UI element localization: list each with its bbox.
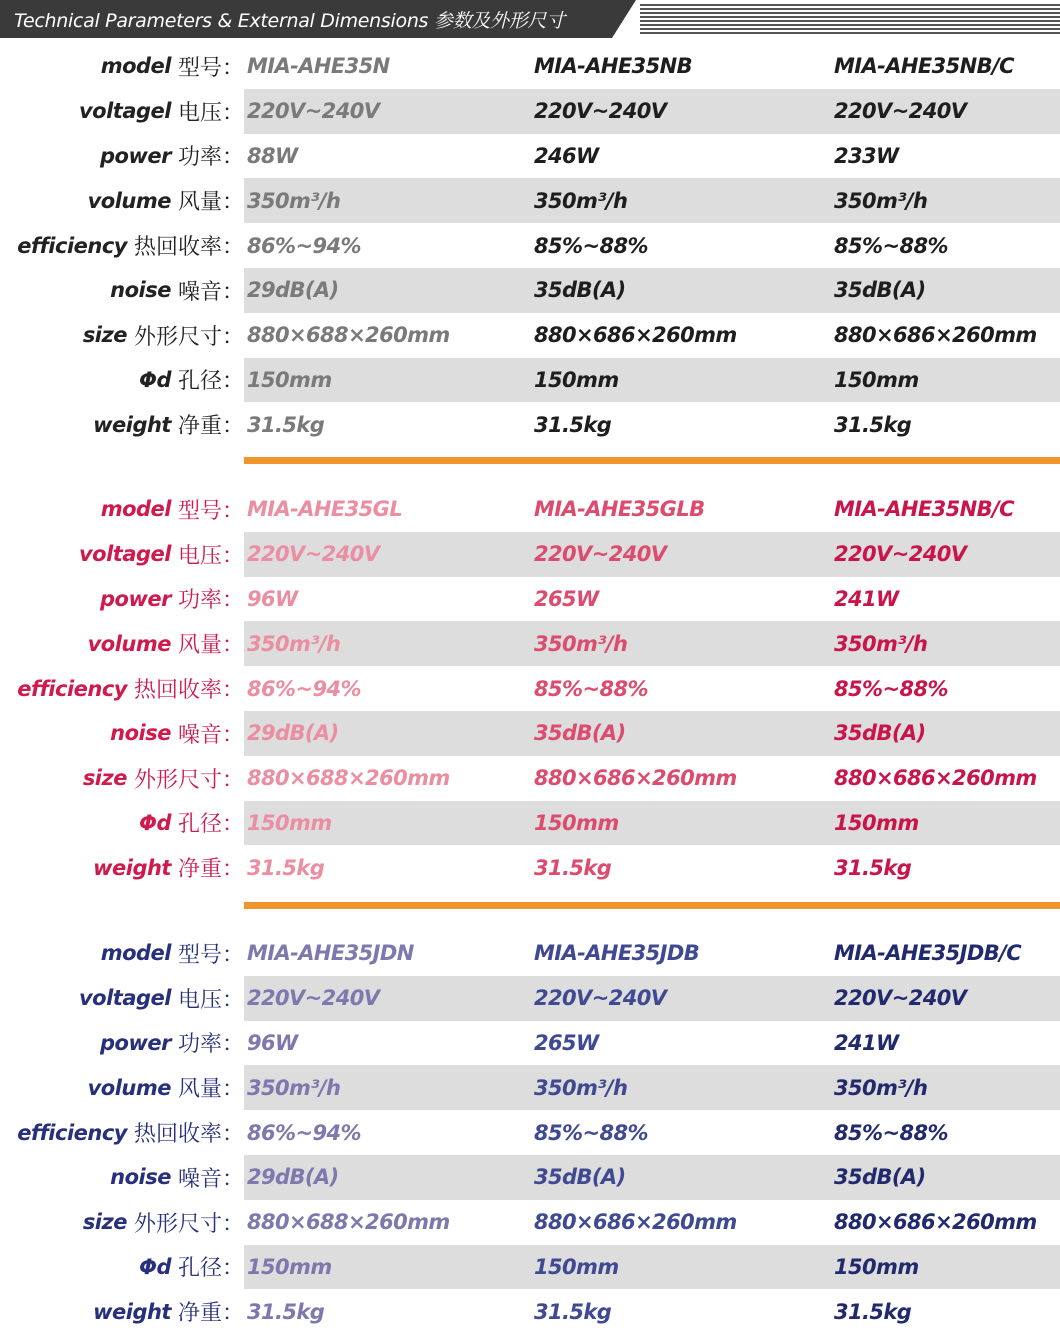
spec-row-voltagel (0, 532, 1060, 577)
spec-value-col-3: MIA-AHE35NB/C (834, 54, 1014, 79)
spec-label (0, 577, 222, 622)
spec-value-col-1: 96W (247, 586, 298, 611)
spec-row-volume (0, 178, 1060, 223)
spec-value-col-2: 220V~240V (534, 542, 667, 567)
label-colon: ： (222, 235, 245, 261)
spec-label-cn: 功率 (177, 145, 222, 171)
spec-value-col-1: 350m³/h (247, 631, 341, 656)
spec-label (0, 1065, 222, 1110)
spec-row-size (0, 1200, 1060, 1245)
spec-label-en: power (100, 1030, 171, 1055)
spec-value-col-3: 880×686×260mm (834, 323, 1037, 348)
row-background (244, 402, 1060, 447)
spec-value-col-1: 29dB(A) (247, 1165, 339, 1190)
spec-block-3 (0, 931, 1060, 1334)
spec-row-size (0, 313, 1060, 358)
spec-value-col-1: 88W (247, 143, 298, 168)
row-background (244, 1245, 1060, 1290)
spec-label (0, 1245, 222, 1290)
spec-value-col-3: 150mm (834, 810, 919, 835)
label-colon: ： (222, 1032, 245, 1058)
row-background (244, 1155, 1060, 1200)
spec-value-col-2: 31.5kg (534, 412, 612, 437)
label-colon: ： (222, 1122, 245, 1148)
spec-label-cn: 功率 (177, 588, 222, 614)
spec-value-col-2: MIA-AHE35JDB (534, 941, 700, 966)
spec-row-noise (0, 1155, 1060, 1200)
row-background (244, 134, 1060, 179)
spec-value-col-1: 31.5kg (247, 1299, 325, 1324)
spec-value-col-3: 85%~88% (834, 233, 948, 258)
spec-value-col-1: 150mm (247, 810, 332, 835)
spec-label (0, 1289, 222, 1334)
spec-label (0, 532, 222, 577)
spec-value-col-2: 31.5kg (534, 855, 612, 880)
spec-label-cn: 外形尺寸 (133, 1211, 222, 1237)
spec-value-col-3: MIA-AHE35NB/C (834, 497, 1014, 522)
spec-label-cn: 型号 (177, 942, 222, 968)
spec-row-voltagel (0, 976, 1060, 1021)
spec-label (0, 931, 222, 976)
spec-value-col-3: 150mm (834, 367, 919, 392)
row-background (244, 711, 1060, 756)
label-colon: ： (222, 767, 245, 793)
spec-label-en: volume (87, 188, 171, 213)
spec-value-col-3: 35dB(A) (834, 721, 926, 746)
spec-label-cn: 净重 (177, 414, 222, 440)
spec-label-cn: 热回收率 (133, 678, 222, 704)
spec-value-col-2: 880×686×260mm (534, 766, 737, 791)
spec-label (0, 358, 222, 403)
spec-value-col-3: 35dB(A) (834, 1165, 926, 1190)
spec-label (0, 402, 222, 447)
spec-value-col-2: 350m³/h (534, 188, 628, 213)
spec-value-col-1: 86%~94% (247, 233, 361, 258)
spec-label-cn: 孔径 (177, 812, 222, 838)
row-background (244, 268, 1060, 313)
spec-label-cn: 噪音 (177, 1166, 222, 1192)
spec-label-cn: 孔径 (177, 1256, 222, 1282)
spec-label (0, 313, 222, 358)
spec-value-col-3: 241W (834, 586, 899, 611)
label-colon: ： (222, 145, 245, 171)
spec-value-col-3: 350m³/h (834, 631, 928, 656)
spec-label (0, 44, 222, 89)
spec-row-noise (0, 711, 1060, 756)
spec-label (0, 89, 222, 134)
spec-block-2 (0, 487, 1060, 890)
spec-value-col-2: 880×686×260mm (534, 323, 737, 348)
label-colon: ： (222, 1211, 245, 1237)
page-title: Technical Parameters & External Dimensions 参数及外形尺寸 (14, 10, 565, 32)
spec-value-col-3: 350m³/h (834, 1075, 928, 1100)
spec-value-col-2: 85%~88% (534, 1120, 648, 1145)
row-background (244, 577, 1060, 622)
spec-row-model (0, 931, 1060, 976)
label-colon: ： (222, 857, 245, 883)
spec-value-col-3: 85%~88% (834, 676, 948, 701)
spec-value-col-2: 220V~240V (534, 986, 667, 1011)
spec-value-col-2: 31.5kg (534, 1299, 612, 1324)
spec-label (0, 223, 222, 268)
spec-row-voltagel (0, 89, 1060, 134)
spec-value-col-1: 29dB(A) (247, 721, 339, 746)
spec-label-en: noise (110, 278, 171, 303)
spec-label-cn: 外形尺寸 (133, 767, 222, 793)
page-header (0, 0, 1060, 38)
spec-label (0, 976, 222, 1021)
spec-label (0, 1200, 222, 1245)
spec-label-cn: 电压 (177, 987, 222, 1013)
spec-row-model (0, 44, 1060, 89)
row-background (244, 845, 1060, 890)
spec-value-col-1: MIA-AHE35N (247, 54, 390, 79)
spec-label-cn: 热回收率 (133, 235, 222, 261)
spec-label-en: Φd (139, 810, 171, 835)
spec-label-en: voltagel (78, 542, 171, 567)
row-background (244, 178, 1060, 223)
spec-label-en: efficiency (17, 676, 127, 701)
label-colon: ： (222, 1077, 245, 1103)
spec-row-weight (0, 845, 1060, 890)
spec-label-en: size (82, 1210, 127, 1235)
spec-label-cn: 型号 (177, 498, 222, 524)
spec-value-col-2: 350m³/h (534, 1075, 628, 1100)
spec-label-cn: 热回收率 (133, 1122, 222, 1148)
spec-value-col-1: 150mm (247, 1254, 332, 1279)
spec-value-col-2: 150mm (534, 1254, 619, 1279)
spec-row-power (0, 134, 1060, 179)
spec-value-col-1: 350m³/h (247, 1075, 341, 1100)
spec-value-col-3: 220V~240V (834, 99, 967, 124)
spec-label (0, 134, 222, 179)
spec-value-col-1: MIA-AHE35GL (247, 497, 403, 522)
spec-row-volume (0, 1065, 1060, 1110)
orange-divider-1 (244, 457, 1060, 464)
spec-value-col-1: 31.5kg (247, 855, 325, 880)
header-stripe-decoration (640, 4, 1060, 34)
spec-value-col-2: 265W (534, 586, 599, 611)
label-colon: ： (222, 279, 245, 305)
spec-label-cn: 孔径 (177, 369, 222, 395)
spec-value-col-2: 85%~88% (534, 676, 648, 701)
spec-label-en: noise (110, 1165, 171, 1190)
label-colon: ： (222, 55, 245, 81)
spec-label-en: weight (93, 1299, 171, 1324)
spec-row-efficiency (0, 1110, 1060, 1155)
spec-value-col-1: 96W (247, 1030, 298, 1055)
label-colon: ： (222, 369, 245, 395)
spec-label-en: volume (87, 631, 171, 656)
spec-label (0, 487, 222, 532)
row-background (244, 358, 1060, 403)
label-colon: ： (222, 987, 245, 1013)
row-background (244, 1065, 1060, 1110)
spec-label-en: voltagel (78, 986, 171, 1011)
spec-label (0, 1110, 222, 1155)
spec-row-d (0, 1245, 1060, 1290)
row-background (244, 801, 1060, 846)
row-background (244, 1289, 1060, 1334)
spec-label-en: noise (110, 721, 171, 746)
spec-value-col-3: MIA-AHE35JDB/C (834, 941, 1022, 966)
spec-row-efficiency (0, 666, 1060, 711)
spec-label-en: weight (93, 855, 171, 880)
spec-row-power (0, 577, 1060, 622)
spec-label-cn: 风量 (177, 190, 222, 216)
spec-value-col-2: 246W (534, 143, 599, 168)
spec-label-cn: 功率 (177, 1032, 222, 1058)
spec-label-en: size (82, 766, 127, 791)
label-colon: ： (222, 812, 245, 838)
spec-label (0, 1155, 222, 1200)
spec-value-col-1: MIA-AHE35JDN (247, 941, 414, 966)
spec-value-col-1: 150mm (247, 367, 332, 392)
spec-label (0, 801, 222, 846)
spec-value-col-3: 880×686×260mm (834, 1210, 1037, 1235)
spec-label (0, 178, 222, 223)
spec-label-cn: 噪音 (177, 722, 222, 748)
spec-label-en: model (100, 54, 171, 79)
label-colon: ： (222, 543, 245, 569)
spec-value-col-2: 85%~88% (534, 233, 648, 258)
spec-value-col-1: 86%~94% (247, 676, 361, 701)
spec-label-cn: 风量 (177, 1077, 222, 1103)
spec-label-en: power (100, 586, 171, 611)
row-background (244, 1021, 1060, 1066)
spec-row-d (0, 358, 1060, 403)
spec-value-col-3: 35dB(A) (834, 278, 926, 303)
label-colon: ： (222, 414, 245, 440)
row-background (244, 621, 1060, 666)
spec-value-col-3: 31.5kg (834, 1299, 912, 1324)
spec-row-noise (0, 268, 1060, 313)
spec-label-en: Φd (139, 1254, 171, 1279)
spec-value-col-1: 880×688×260mm (247, 766, 450, 791)
spec-label-en: model (100, 497, 171, 522)
spec-label-cn: 风量 (177, 633, 222, 659)
spec-label-cn: 电压 (177, 100, 222, 126)
orange-divider-2 (244, 902, 1060, 909)
spec-value-col-1: 350m³/h (247, 188, 341, 213)
spec-value-col-1: 86%~94% (247, 1120, 361, 1145)
spec-row-power (0, 1021, 1060, 1066)
spec-label-en: efficiency (17, 1120, 127, 1145)
spec-value-col-1: 29dB(A) (247, 278, 339, 303)
spec-label-cn: 外形尺寸 (133, 324, 222, 350)
label-colon: ： (222, 722, 245, 748)
spec-value-col-3: 220V~240V (834, 986, 967, 1011)
spec-label-en: weight (93, 412, 171, 437)
spec-value-col-2: 150mm (534, 810, 619, 835)
spec-value-col-1: 220V~240V (247, 99, 380, 124)
spec-label-cn: 净重 (177, 1301, 222, 1327)
spec-value-col-2: MIA-AHE35GLB (534, 497, 705, 522)
label-colon: ： (222, 324, 245, 350)
label-colon: ： (222, 1301, 245, 1327)
spec-value-col-3: 880×686×260mm (834, 766, 1037, 791)
spec-label (0, 756, 222, 801)
label-colon: ： (222, 1166, 245, 1192)
spec-row-weight (0, 1289, 1060, 1334)
spec-label-en: efficiency (17, 233, 127, 258)
spec-value-col-3: 31.5kg (834, 855, 912, 880)
spec-value-col-3: 233W (834, 143, 899, 168)
label-colon: ： (222, 678, 245, 704)
spec-label (0, 845, 222, 890)
spec-row-size (0, 756, 1060, 801)
spec-value-col-3: 241W (834, 1030, 899, 1055)
label-colon: ： (222, 190, 245, 216)
spec-label-en: voltagel (78, 99, 171, 124)
spec-label (0, 666, 222, 711)
spec-value-col-3: 150mm (834, 1254, 919, 1279)
label-colon: ： (222, 588, 245, 614)
spec-value-col-3: 85%~88% (834, 1120, 948, 1145)
spec-label-en: size (82, 323, 127, 348)
spec-value-col-2: 150mm (534, 367, 619, 392)
spec-label (0, 621, 222, 666)
spec-value-col-2: 35dB(A) (534, 721, 626, 746)
spec-label-en: Φd (139, 367, 171, 392)
spec-label (0, 1021, 222, 1066)
spec-value-col-1: 31.5kg (247, 412, 325, 437)
spec-label-en: power (100, 143, 171, 168)
spec-row-efficiency (0, 223, 1060, 268)
spec-label-cn: 净重 (177, 857, 222, 883)
spec-value-col-2: 265W (534, 1030, 599, 1055)
spec-row-d (0, 801, 1060, 846)
spec-label-en: model (100, 941, 171, 966)
spec-row-model (0, 487, 1060, 532)
spec-value-col-2: 350m³/h (534, 631, 628, 656)
spec-value-col-1: 220V~240V (247, 986, 380, 1011)
spec-value-col-3: 31.5kg (834, 412, 912, 437)
label-colon: ： (222, 633, 245, 659)
label-colon: ： (222, 100, 245, 126)
spec-row-volume (0, 621, 1060, 666)
spec-value-col-2: 35dB(A) (534, 1165, 626, 1190)
spec-label-cn: 噪音 (177, 279, 222, 305)
spec-label-cn: 型号 (177, 55, 222, 81)
spec-value-col-1: 880×688×260mm (247, 323, 450, 348)
spec-value-col-2: 35dB(A) (534, 278, 626, 303)
spec-value-col-1: 220V~240V (247, 542, 380, 567)
spec-value-col-2: MIA-AHE35NB (534, 54, 693, 79)
spec-row-weight (0, 402, 1060, 447)
label-colon: ： (222, 498, 245, 524)
spec-value-col-3: 350m³/h (834, 188, 928, 213)
spec-value-col-1: 880×688×260mm (247, 1210, 450, 1235)
spec-value-col-2: 880×686×260mm (534, 1210, 737, 1235)
spec-label-cn: 电压 (177, 543, 222, 569)
spec-label (0, 711, 222, 756)
spec-value-col-3: 220V~240V (834, 542, 967, 567)
spec-label-en: volume (87, 1075, 171, 1100)
spec-value-col-2: 220V~240V (534, 99, 667, 124)
label-colon: ： (222, 1256, 245, 1282)
spec-label (0, 268, 222, 313)
label-colon: ： (222, 942, 245, 968)
spec-block-1 (0, 44, 1060, 447)
